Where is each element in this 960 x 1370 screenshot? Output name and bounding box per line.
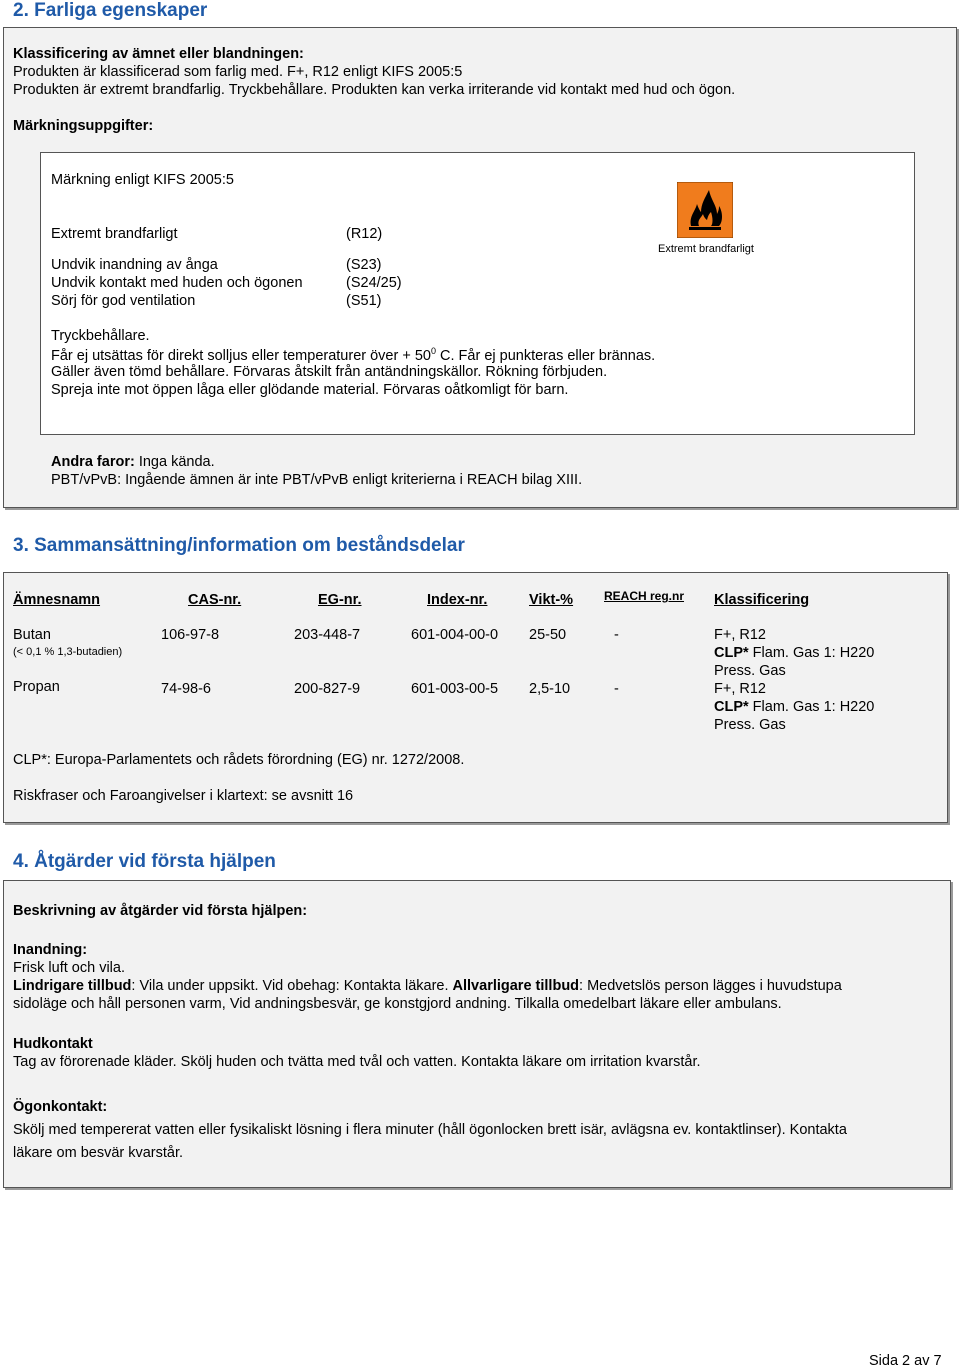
phrase-code: (S23) <box>346 257 382 273</box>
col-header-klass: Klassificering <box>714 592 810 608</box>
galler-line: Gäller även tömd behållare. Förvaras åtskilt från antändningskällor. Rökning förbjuden. <box>51 364 608 380</box>
skin-text: Tag av förorenade kläder. Skölj huden och tvätta med tvål och vatten. Kontakta läkare om irritation kvarstår. <box>13 1054 701 1070</box>
section-4-box <box>3 880 951 1188</box>
mild-label: Lindrigare tillbud <box>13 978 132 994</box>
inhalation-label: Inandning: <box>13 942 88 958</box>
clp-note: CLP*: Europa-Parlamentets och rådets förordning (EG) nr. 1272/2008. <box>13 752 465 768</box>
row-klass: F+, R12 <box>714 681 766 697</box>
row-subnote: (< 0,1 % 1,3-butadien) <box>13 646 123 658</box>
clp-value: Flam. Gas 1: H220 <box>748 645 875 661</box>
temperature-line <box>51 346 655 364</box>
severe-text-2: sidoläge och håll personen varm, Vid andningsbesvär, ge konstgjord andning. Tilkalla omedelbart läkare eller ambulans. <box>13 996 782 1012</box>
label-box-title: Märkning enligt KIFS 2005:5 <box>51 172 234 188</box>
section-3-heading: 3. Sammansättning/information om beståndsdelar <box>13 535 465 556</box>
section-3-box <box>3 572 948 823</box>
classification-line-1: Produkten är klassificerad som farlig med. F+, R12 enligt KIFS 2005:5 <box>13 64 463 80</box>
phrase-text: Undvik inandning av ånga <box>51 257 218 273</box>
eye-text-2: läkare om besvär kvarstår. <box>13 1145 184 1161</box>
temperature-text: Får ej utsättas för direkt solljus eller temperaturer över + 50 <box>51 347 431 364</box>
row-eg: 200-827-9 <box>294 681 361 697</box>
row-cas: 106-97-8 <box>161 627 220 643</box>
col-header-index: Index-nr. <box>427 592 488 608</box>
mild-severe-line <box>13 978 842 994</box>
temperature-degree: 0 <box>430 346 436 356</box>
clp-label: CLP* <box>714 699 749 715</box>
other-hazards-label: Andra faror: <box>51 454 135 470</box>
clp-label: CLP* <box>714 645 749 661</box>
risk-note: Riskfraser och Faroangivelser i klartext: se avsnitt 16 <box>13 788 354 804</box>
marking-label: Märkningsuppgifter: <box>13 118 154 134</box>
temperature-text-end: C. Får ej punkteras eller brännas. <box>436 347 656 364</box>
section-2-heading: 2. Farliga egenskaper <box>13 0 208 21</box>
row-eg: 203-448-7 <box>294 627 361 643</box>
other-hazards <box>51 454 215 470</box>
eye-label: Ögonkontakt: <box>13 1099 108 1115</box>
phrase-code: (R12) <box>346 226 383 242</box>
row-cas: 74-98-6 <box>161 681 211 697</box>
skin-label: Hudkontakt <box>13 1036 93 1052</box>
row-press: Press. Gas <box>714 663 786 679</box>
severe-label: Allvarligare tillbud <box>452 978 580 994</box>
row-index: 601-004-00-0 <box>411 627 499 643</box>
eye-text-1: Skölj med tempererat vatten eller fysikaliskt lösning i flera minuter (håll ögonlocken brett isär, avlägsna ev. kontaktlinser). Kontakta <box>13 1122 847 1138</box>
phrase-text: Undvik kontakt med huden och ögonen <box>51 275 303 291</box>
col-header-cas: CAS-nr. <box>188 592 242 608</box>
row-press: Press. Gas <box>714 717 786 733</box>
phrase-text: Sörj för god ventilation <box>51 293 196 309</box>
phrase-code: (S51) <box>346 293 382 309</box>
flame-icon <box>677 182 733 238</box>
row-reach: - <box>614 627 619 643</box>
row-reach: - <box>614 681 619 697</box>
tryck-text: Tryckbehållare. <box>51 328 150 344</box>
clp-value: Flam. Gas 1: H220 <box>748 699 875 715</box>
classification-label: Klassificering av ämnet eller blandningen: <box>13 46 304 62</box>
col-header-vikt: Vikt-% <box>529 592 574 608</box>
row-index: 601-003-00-5 <box>411 681 499 697</box>
row-name: Butan <box>13 627 51 643</box>
phrase-text: Extremt brandfarligt <box>51 226 178 242</box>
row-clp <box>714 699 874 715</box>
phrase-code: (S24/25) <box>346 275 402 291</box>
row-vikt: 25-50 <box>529 627 567 643</box>
row-klass: F+, R12 <box>714 627 766 643</box>
section-4-heading: 4. Åtgärder vid första hjälpen <box>13 851 276 872</box>
inhalation-text: Frisk luft och vila. <box>13 960 125 976</box>
pbt-line: PBT/vPvB: Ingående ämnen är inte PBT/vPvB enligt kriterierna i REACH bilag XIII. <box>51 472 583 488</box>
page-number: Sida 2 av 7 <box>869 1353 942 1369</box>
first-aid-label: Beskrivning av åtgärder vid första hjälpen: <box>13 903 308 919</box>
col-header-eg: EG-nr. <box>318 592 362 608</box>
symbol-caption: Extremt brandfarligt <box>658 243 754 255</box>
severe-text: : Medvetslös person lägges i huvudstupa <box>579 978 842 994</box>
col-header-reach: REACH reg.nr <box>604 589 685 603</box>
col-header-name: Ämnesnamn <box>13 592 101 608</box>
spreja-line: Spreja inte mot öppen låga eller glödande material. Förvaras oåtkomligt för barn. <box>51 382 569 398</box>
row-clp <box>714 645 874 661</box>
row-name: Propan <box>13 679 60 695</box>
other-hazards-value: Inga kända. <box>134 454 215 470</box>
classification-line-2: Produkten är extremt brandfarlig. Tryckbehållare. Produkten kan verka irriterande vid kontakt med hud och ögon. <box>13 82 736 98</box>
row-vikt: 2,5-10 <box>529 681 571 697</box>
mild-text: : Vila under uppsikt. Vid obehag: Kontakta läkare. <box>131 978 453 994</box>
